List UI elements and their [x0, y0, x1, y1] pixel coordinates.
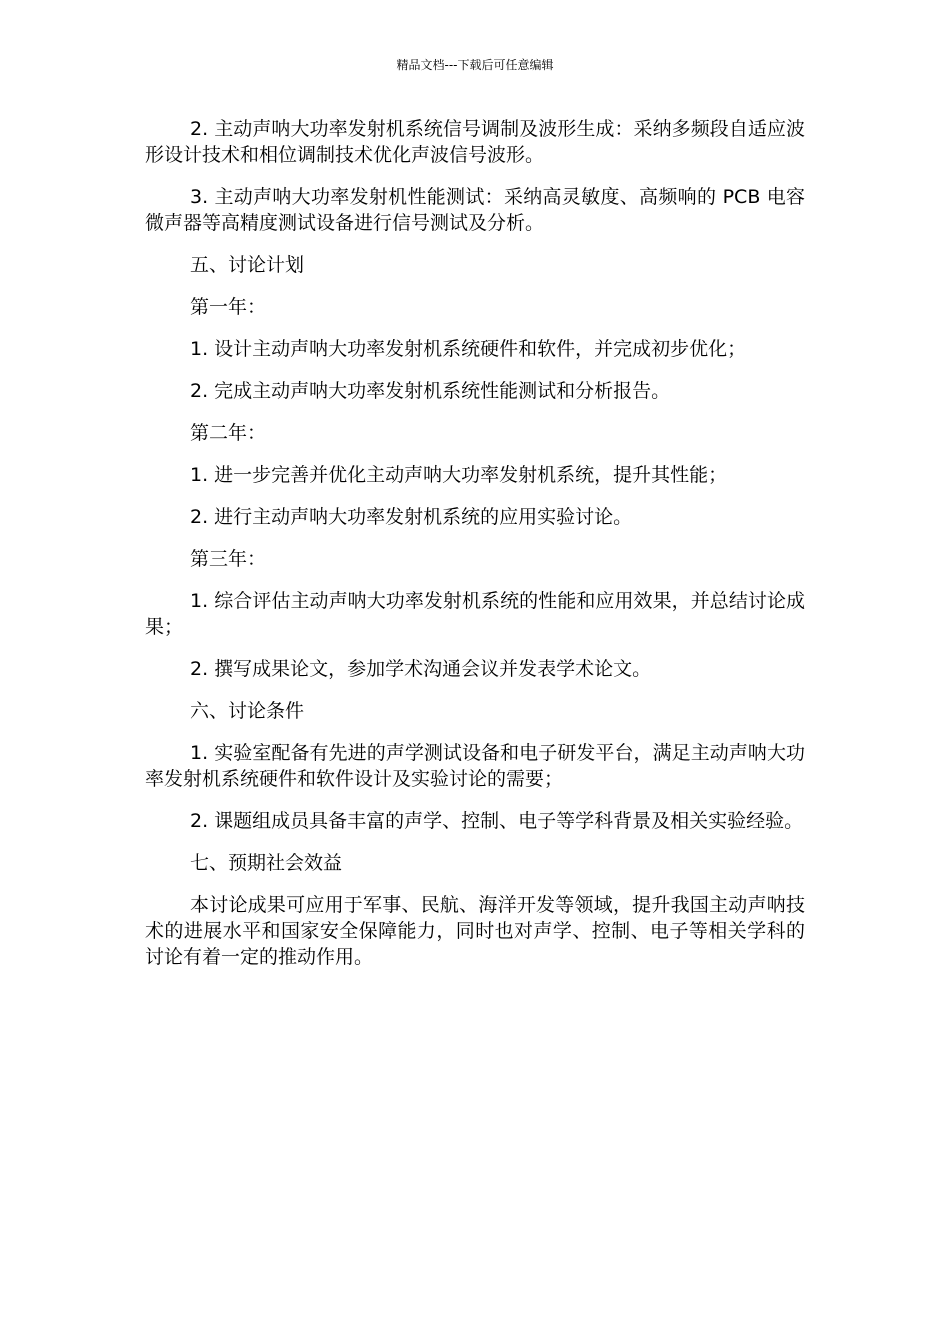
social-benefits-paragraph: 本讨论成果可应用于军事、民航、海洋开发等领域，提升我国主动声呐技术的进展水平和国家安全保障能力，同时也对声学、控制、电子等相关学科的讨论有着一定的推动作用。 [145, 894, 805, 968]
conditions-item-1: 1. 实验室配备有先进的声学测试设备和电子研发平台，满足主动声呐大功率发射机系统硬件和软件设计及实验讨论的需要； [145, 742, 805, 790]
year-one-heading: 第一年： [190, 296, 267, 318]
year-two-item-1: 1. 进一步完善并优化主动声呐大功率发射机系统，提升其性能； [190, 464, 728, 486]
paragraph-signal-modulation: 2. 主动声呐大功率发射机系统信号调制及波形生成：采纳多频段自适应波形设计技术和相位调制技术优化声波信号波形。 [145, 118, 805, 166]
paragraph-performance-test: 3. 主动声呐大功率发射机性能测试：采纳高灵敏度、高频响的 PCB 电容微声器等高精度测试设备进行信号测试及分析。 [145, 186, 805, 234]
year-three-item-1: 1. 综合评估主动声呐大功率发射机系统的性能和应用效果，并总结讨论成果； [145, 590, 805, 638]
year-three-heading: 第三年： [190, 548, 267, 570]
section-heading-social-benefits: 七、预期社会效益 [190, 852, 343, 874]
conditions-item-2: 2. 课题组成员具备丰富的声学、控制、电子等学科背景及相关实验经验。 [190, 810, 804, 832]
document-body [145, 116, 805, 970]
section-heading-research-plan: 五、讨论计划 [190, 254, 305, 276]
year-one-item-1: 1. 设计主动声呐大功率发射机系统硬件和软件，并完成初步优化； [190, 338, 747, 360]
section-heading-research-conditions: 六、讨论条件 [190, 700, 305, 722]
year-two-item-2: 2. 进行主动声呐大功率发射机系统的应用实验讨论。 [190, 506, 633, 528]
year-two-heading: 第二年： [190, 422, 267, 444]
year-three-item-2: 2. 撰写成果论文，参加学术沟通会议并发表学术论文。 [190, 658, 652, 680]
year-one-item-2: 2. 完成主动声呐大功率发射机系统性能测试和分析报告。 [190, 380, 671, 402]
page-header: 精品文档---下载后可任意编辑 [396, 58, 554, 72]
